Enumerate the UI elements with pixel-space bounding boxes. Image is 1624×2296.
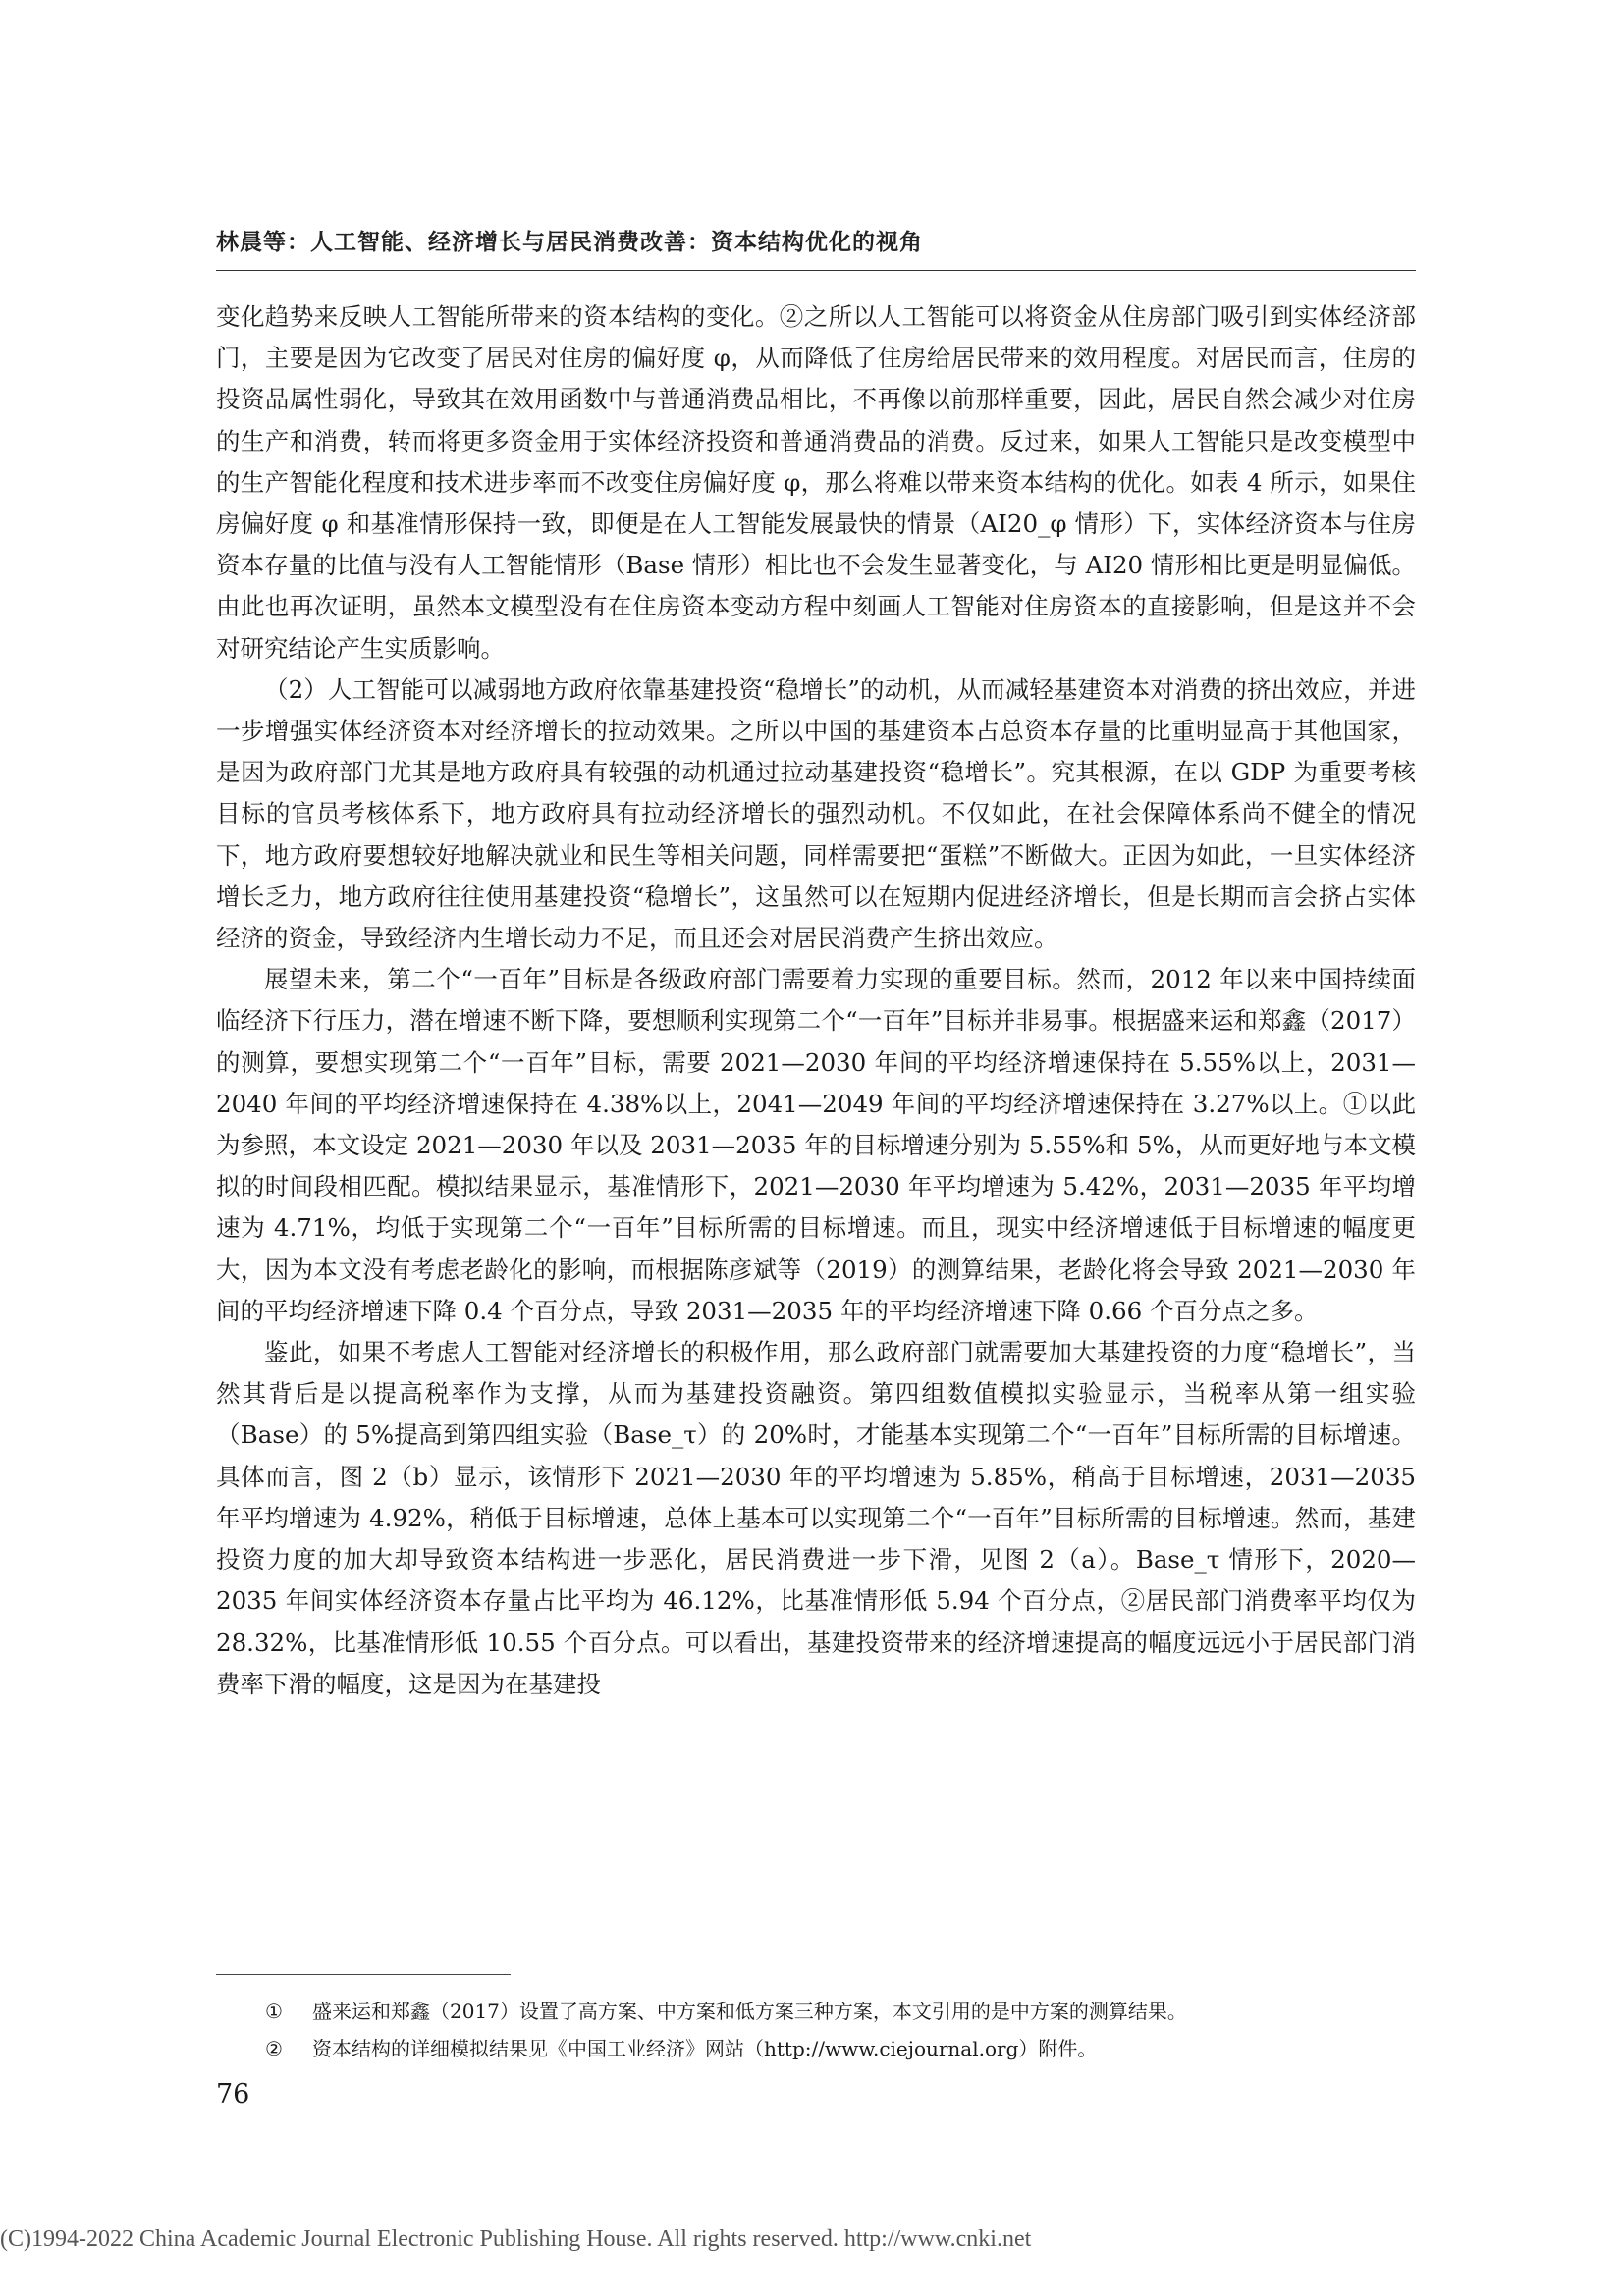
footnotes (265, 1993, 1414, 2067)
footnote-text: 盛来运和郑鑫（2017）设置了高方案、中方案和低方案三种方案，本文引用的是中方案的测算结果。 (312, 2000, 1187, 2023)
copyright-notice: (C)1994-2022 China Academic Journal Electronic Publishing House. All rights reserved. http://www.cnki.net (0, 2226, 1032, 2252)
footnote-2 (265, 2030, 1414, 2067)
paragraph-2: （2）人工智能可以减弱地方政府依靠基建投资“稳增长”的动机，从而减轻基建资本对消费的挤出效应，并进一步增强实体经济资本对经济增长的拉动效果。之所以中国的基建资本占总资本存量的比重明显高于其他国家，是因为政府部门尤其是地方政府具有较强的动机通过拉动基建投资“稳增长”。究其根源，在以 GDP 为重要考核目标的官员考核体系下，地方政府具有拉动经济增长的强烈动机。不仅如此，在社会保障体系尚不健全的情况下，地方政府要想较好地解决就业和民生等相关问题，同样需要把“蛋糕”不断做大。正因为如此，一旦实体经济增长乏力，地方政府往往使用基建投资“稳增长”，这虽然可以在短期内促进经济增长，但是长期而言会挤占实体经济的资金，导致经济内生增长动力不足，而且还会对居民消费产生挤出效应。 (216, 674, 1416, 953)
paragraph-3: 展望未来，第二个“一百年”目标是各级政府部门需要着力实现的重要目标。然而，2012 年以来中国持续面临经济下行压力，潜在增速不断下降，要想顺利实现第二个“一百年”目标并非易事。根据盛来运和郑鑫（2017）的测算，要想实现第二个“一百年”目标，需要 2021—2030 年间的平均经济增速保持在 5.55%以上，2031—2040 年间的平均经济增速保持在 4.38%以上，2041—2049 年间的平均经济增速保持在 3.27%以上。①以此为参照，本文设定 2021—2030 年以及 2031—2035 年的目标增速分别为 5.55%和 5%，从而更好地与本文模拟的时间段相匹配。模拟结果显示，基准情形下，2021—2030 年平均增速为 5.42%，2031—2035 年平均增速为 4.71%，均低于实现第二个“一百年”目标所需的目标增速。而且，现实中经济增速低于目标增速的幅度更大，因为本文没有考虑老龄化的影响，而根据陈彦斌等（2019）的测算结果，老龄化将会导致 2021—2030 年间的平均经济增速下降 0.4 个百分点，导致 2031—2035 年的平均经济增速下降 0.66 个百分点之多。 (216, 965, 1416, 1325)
footnote-mark: ② (265, 2037, 283, 2060)
paragraph-4: 鉴此，如果不考虑人工智能对经济增长的积极作用，那么政府部门就需要加大基建投资的力度“稳增长”，当然其背后是以提高税率作为支撑，从而为基建投资融资。第四组数值模拟实验显示，当税率从第一组实验（Base）的 5%提高到第四组实验（Base_τ）的 20%时，才能基本实现第二个“一百年”目标所需的目标增速。具体而言，图 2（b）显示，该情形下 2021—2030 年的平均增速为 5.85%，稍高于目标增速，2031—2035 年平均增速为 4.92%，稍低于目标增速，总体上基本可以实现第二个“一百年”目标所需的目标增速。然而，基建投资力度的加大却导致资本结构进一步恶化，居民消费进一步下滑，见图 2（a）。Base_τ 情形下，2020—2035 年间实体经济资本存量占比平均为 46.12%，比基准情形低 5.94 个百分点，②居民部门消费率平均仅为 28.32%，比基准情形低 10.55 个百分点。可以看出，基建投资带来的经济增速提高的幅度远远小于居民部门消费率下滑的幅度，这是因为在基建投 (216, 1338, 1416, 1698)
paragraph-1: 变化趋势来反映人工智能所带来的资本结构的变化。②之所以人工智能可以将资金从住房部门吸引到实体经济部门，主要是因为它改变了居民对住房的偏好度 φ，从而降低了住房给居民带来的效用程度。对居民而言，住房的投资品属性弱化，导致其在效用函数中与普通消费品相比，不再像以前那样重要，因此，居民自然会减少对住房的生产和消费，转而将更多资金用于实体经济投资和普通消费品的消费。反过来，如果人工智能只是改变模型中的生产智能化程度和技术进步率而不改变住房偏好度 φ，那么将难以带来资本结构的优化。如表 4 所示，如果住房偏好度 φ 和基准情形保持一致，即便是在人工智能发展最快的情景（AI20_φ 情形）下，实体经济资本与住房资本存量的比值与没有人工智能情形（Base 情形）相比也不会发生显著变化，与 AI20 情形相比更是明显偏低。由此也再次证明，虽然本文模型没有在住房资本变动方程中刻画人工智能对住房资本的直接影响，但是这并不会对研究结论产生实质影响。 (216, 302, 1416, 663)
footnote-text: 资本结构的详细模拟结果见《中国工业经济》网站（http://www.ciejournal.org）附件。 (312, 2037, 1098, 2060)
running-header: 林晨等：人工智能、经济增长与居民消费改善：资本结构优化的视角 (216, 230, 923, 255)
footnote-mark: ① (265, 2000, 283, 2023)
footnote-divider (216, 1974, 511, 1975)
article-body (216, 296, 1416, 1705)
footnote-1 (265, 1993, 1414, 2030)
page-number: 76 (216, 2079, 250, 2109)
header-divider (216, 270, 1416, 271)
